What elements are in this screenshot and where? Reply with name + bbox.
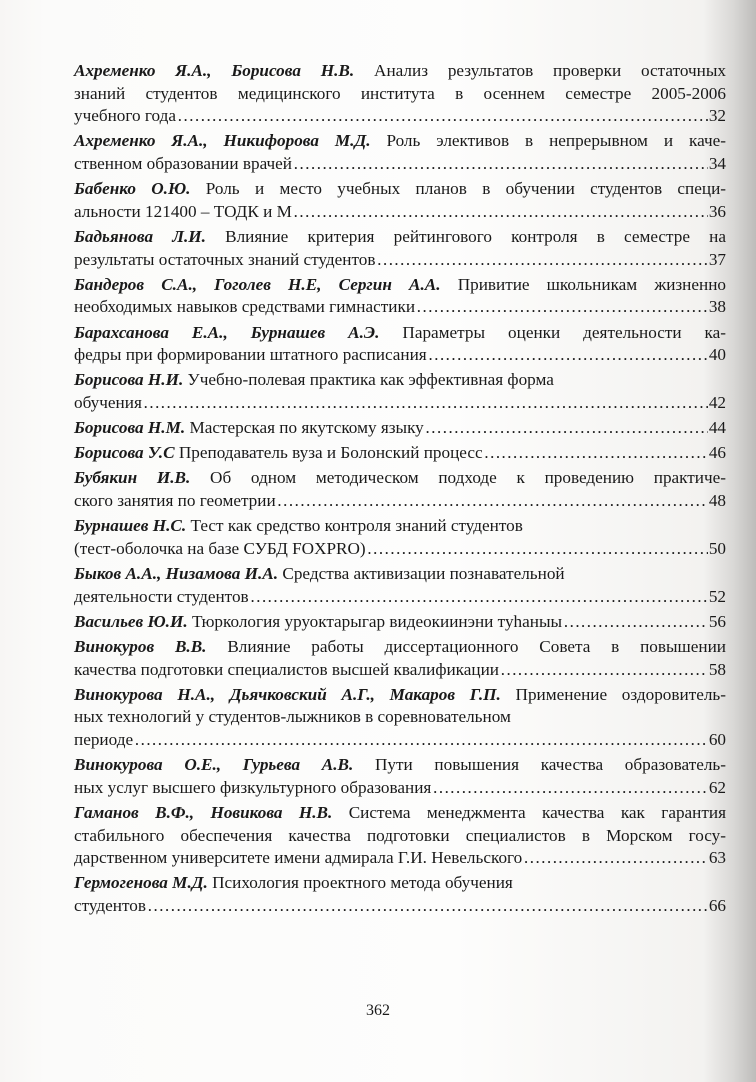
entry-page: 40 (708, 345, 726, 365)
leader-dots (376, 249, 707, 272)
entry-title-line: знаний студентов медицинского института в осеннем семестре 2005-2006 (74, 83, 726, 103)
entry-page: 66 (708, 895, 726, 915)
entry-title-line: Об одном методическом подходе к проведению практиче- (210, 468, 726, 488)
entry-title-line: Пути повышения качества образователь- (374, 755, 726, 775)
entry-title-line: Мастерская по якутскому языку (189, 418, 424, 438)
toc-entry (74, 369, 726, 414)
entry-authors: Бабенко О.Ю. (74, 179, 191, 199)
entry-title-line: необходимых навыков средствами гимнастики (74, 297, 416, 317)
entry-title-line: Влияние работы диссертационного Совета в повышении (227, 636, 726, 656)
entry-title-line: деятельности студентов (74, 586, 249, 606)
entry-title-line: Тест как средство контроля знаний студентов (190, 516, 523, 536)
entry-title-line: Привитие школьникам жизненно (457, 274, 726, 294)
entry-page: 42 (708, 392, 726, 412)
entry-title-line: Влияние критерия рейтингового контроля в семестре на (225, 226, 726, 246)
leader-dots (425, 417, 708, 440)
toc-entry (74, 417, 726, 440)
toc-entry (74, 802, 726, 870)
entry-authors: Винокурова О.Е., Гурьева А.В. (74, 755, 354, 775)
entry-authors: Бандеров С.А., Гоголев Н.Е, Сергин А.А. (74, 274, 441, 294)
entry-page: 60 (708, 729, 726, 749)
entry-title-line: Психология проектного метода обучения (212, 873, 513, 893)
toc-entry (74, 130, 726, 175)
leader-dots (293, 201, 708, 224)
leader-dots (177, 105, 708, 128)
entry-authors: Винокуров В.В. (74, 636, 207, 656)
leader-dots (277, 490, 708, 513)
entry-page: 63 (708, 848, 726, 868)
entry-page: 48 (708, 491, 726, 511)
leader-dots (432, 777, 708, 800)
entry-authors: Гермогенова М.Д. (74, 873, 208, 893)
entry-title-line: Учебно-полевая практика как эффективная форма (187, 370, 554, 390)
entry-authors: Васильев Ю.И. (74, 611, 188, 631)
entry-title-line: Средства активизации познавательной (282, 564, 565, 583)
entry-authors: Борисова У.С (74, 443, 175, 463)
entry-page: 34 (708, 153, 726, 173)
entry-page: 58 (708, 659, 726, 679)
entry-title-line: ных услуг высшего физкультурного образования (74, 777, 432, 797)
entry-authors: Бурнашев Н.С. (74, 516, 187, 536)
toc-entry (74, 611, 726, 634)
entry-page: 56 (708, 611, 726, 631)
entry-title-line: федры при формировании штатного расписания (74, 345, 427, 365)
entry-page: 32 (708, 106, 726, 126)
toc-entry (74, 684, 726, 752)
entry-page: 44 (708, 418, 726, 438)
entry-authors: Ахременко Я.А., Никифорова М.Д. (74, 131, 371, 151)
entry-title-line: обучения (74, 392, 142, 412)
leader-dots (143, 392, 708, 415)
leader-dots (500, 659, 708, 682)
entry-title-line: стабильного обеспечения качества подготовки специалистов в Морском госу- (74, 825, 726, 845)
entry-page: 52 (708, 586, 726, 606)
entry-title-line: студентов (74, 895, 146, 915)
entry-title-line: Тюркология уруоктарыгар видеокиинэни туһаныы (191, 611, 563, 631)
toc-entry (74, 754, 726, 799)
toc-entry (74, 226, 726, 271)
entry-authors: Бадьянова Л.И. (74, 226, 206, 246)
entry-page: 62 (708, 777, 726, 797)
leader-dots (484, 442, 708, 465)
leader-dots (147, 895, 708, 918)
leader-dots (563, 611, 708, 634)
entry-authors: Ахременко Я.А., Борисова Н.В. (74, 61, 355, 80)
entry-title-line: качества подготовки специалистов высшей квалификации (74, 659, 499, 679)
entry-page: 38 (708, 297, 726, 317)
entry-authors: Борисова Н.И. (74, 370, 184, 390)
leader-dots (523, 847, 708, 870)
leader-dots (428, 344, 708, 367)
leader-dots (134, 729, 708, 752)
entry-page: 50 (708, 538, 726, 558)
leader-dots (250, 586, 708, 609)
entry-title-line: ского занятия по геометрии (74, 491, 276, 511)
entry-authors: Борисова Н.М. (74, 418, 186, 438)
entry-title-line: результаты остаточных знаний студентов (74, 249, 376, 269)
entry-title-line: периоде (74, 729, 134, 749)
entry-title-line: Анализ результатов проверки остаточных (374, 61, 727, 80)
entry-title-line: Преподаватель вуза и Болонский процесс (178, 443, 483, 463)
leader-dots (416, 296, 708, 319)
entry-title-line: Применение оздоровитель- (515, 684, 726, 704)
entry-title-line: Роль элективов в непрерывном и каче- (386, 131, 726, 151)
toc-entry (74, 60, 726, 128)
entry-title-line: Система менеджмента качества как гарантия (348, 802, 726, 822)
entry-title-line: ственном образовании врачей (74, 153, 292, 173)
toc-entry (74, 178, 726, 223)
entry-authors: Бубякин И.В. (74, 468, 191, 488)
leader-dots (293, 153, 708, 176)
toc-entry (74, 274, 726, 319)
toc-entry (74, 515, 726, 560)
entry-title-line: (тест-оболочка на базе СУБД FOXPRO) (74, 538, 366, 558)
entry-authors: Винокурова Н.А., Дьячковский А.Г., Макаров Г.П. (74, 684, 501, 704)
entry-title-line: альности 121400 – ТОДК и М (74, 201, 292, 221)
toc-entry (74, 636, 726, 681)
table-of-contents (74, 60, 726, 920)
entry-authors: Гаманов В.Ф., Новикова Н.В. (74, 802, 333, 822)
page-number: 362 (366, 1002, 390, 1019)
entry-page: 37 (708, 249, 726, 269)
entry-page: 46 (708, 443, 726, 463)
leader-dots (367, 538, 708, 561)
toc-entry (74, 467, 726, 512)
entry-authors: Барахсанова Е.А., Бурнашев А.Э. (74, 322, 380, 342)
toc-entry (74, 322, 726, 367)
entry-page: 36 (708, 201, 726, 221)
entry-title-line: дарственном университете имени адмирала Г.И. Невельского (74, 848, 523, 868)
entry-title-line: учебного года (74, 106, 177, 126)
entry-title-line: Роль и место учебных планов в обучении студентов специ- (205, 179, 726, 199)
entry-title-line: Параметры оценки деятельности ка- (402, 322, 726, 342)
entry-title-line: ных технологий у студентов-лыжников в соревновательном (74, 707, 511, 727)
entry-authors: Быков А.А., Низамова И.А. (74, 564, 279, 583)
toc-entry (74, 442, 726, 465)
toc-entry (74, 872, 726, 917)
toc-entry (74, 563, 726, 608)
